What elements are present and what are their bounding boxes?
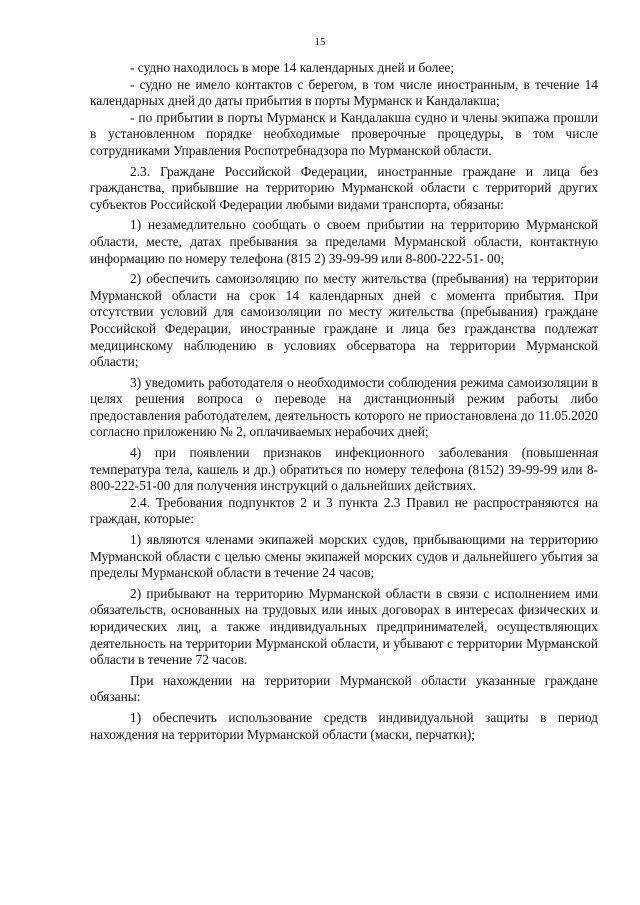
paragraph-2-3-item-3: 3) уведомить работодателя о необходимости соблюдения режима самоизоляции в целях решения вопроса о переводе на дистанционный режим работы либо предоставления работодателем, деятельность которого не приостановлена до 11.05.2020 согласно приложению № 2, оплачиваемых нерабочих дней; bbox=[90, 374, 598, 440]
paragraph-2-4-item-1: 1) являются членами экипажей морских судов, прибывающими на территорию Мурманской области с целью смены экипажей морских судов и дальнейшего убытия за пределы Мурманской области в течение 24 часов; bbox=[90, 532, 598, 581]
paragraph-no-shore-contact: - судно не имело контактов с берегом, в том числе иностранным, в течение 14 календарных дней до даты прибытия в порты Мурманск и Кандалакша; bbox=[90, 76, 598, 109]
paragraph-section-2-3: 2.3. Граждане Российской Федерации, иностранные граждане и лица без гражданства, прибывшие на территорию Мурманской области с территорий других субъектов Российской Федерации любыми видами транспорта, обязаны: bbox=[90, 163, 598, 212]
paragraph-2-3-item-2: 2) обеспечить самоизоляцию по месту жительства (пребывания) на территории Мурманской области на срок 14 календарных дней с момента прибытия. При отсутствии условий для самоизоляции по месту жительства (пребывания) граждане Российской Федерации, иностранные граждане и лица без гражданства подлежат медицинскому наблюдению в условиях обсерватора на территории Мурманской области; bbox=[90, 271, 598, 370]
paragraph-2-3-item-4: 4) при появлении признаков инфекционного заболевания (повышенная температура тела, кашель и др.) обратиться по номеру телефона (8152) 39-99-99 или 8-800-222-51-00 для получения инструкций о дальнейших действиях. bbox=[90, 445, 598, 494]
document-body bbox=[90, 60, 598, 743]
paragraph-2-3-item-1: 1) незамедлительно сообщать о своем прибытии на территорию Мурманской области, месте, датах пребывания за пределами Мурманской области, контактную информацию по номеру телефона (815 2) 39-99-99 или 8-800-222-51- 00; bbox=[90, 217, 598, 266]
paragraph-section-2-4: 2.4. Требования подпунктов 2 и 3 пункта 2.3 Правил не распространяются на граждан, которые: bbox=[90, 494, 598, 527]
paragraph-obligation-item-1: 1) обеспечить использование средств индивидуальной защиты в период нахождения на территории Мурманской области (маски, перчатки); bbox=[90, 709, 598, 742]
paragraph-verification-procedures: - по прибытии в порты Мурманск и Кандалакша судно и члены экипажа прошли в установленном порядке необходимые проверочные процедуры, в том числе сотрудниками Управления Роспотребнадзора по Мурманской области. bbox=[90, 109, 598, 158]
paragraph-vessel-at-sea: - судно находилось в море 14 календарных дней и более; bbox=[130, 60, 455, 75]
paragraph-2-4-item-2: 2) прибывают на территорию Мурманской области в связи с исполнением ими обязательств, основанных на трудовых или иных договорах в интересах физических и юридических лиц, а также индивидуальных предпринимателей, осуществляющих деятельность на территории Мурманской области, и убывают с территории Мурманской области в течение 72 часов. bbox=[90, 585, 598, 668]
page-number: 15 bbox=[314, 36, 326, 48]
paragraph-obligations-intro: При нахождении на территории Мурманской области указанные граждане обязаны: bbox=[90, 672, 598, 705]
